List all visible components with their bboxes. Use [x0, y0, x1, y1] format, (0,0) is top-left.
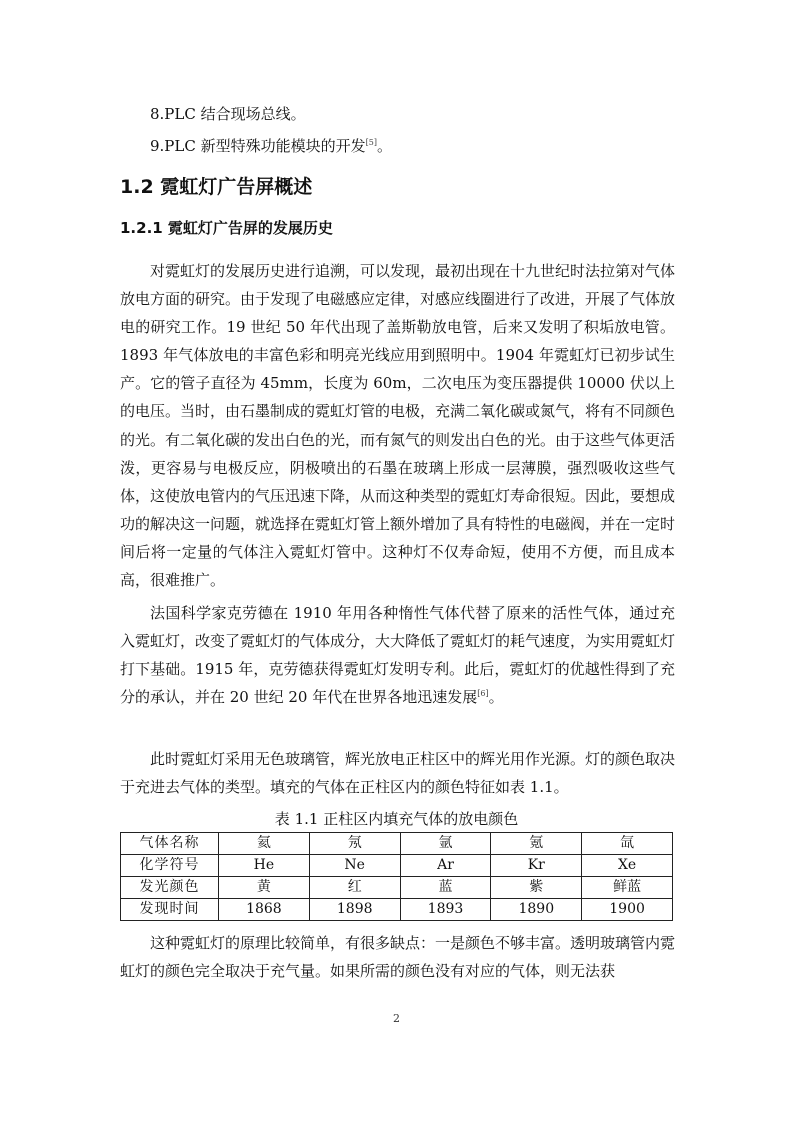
table-row [121, 833, 673, 855]
table-cell: 1898 [309, 899, 400, 921]
table-cell: 紫 [491, 877, 582, 899]
table-cell: 红 [309, 877, 400, 899]
list-item [150, 104, 306, 124]
table-cell: 氙 [582, 833, 673, 855]
table-row-header: 气体名称 [121, 833, 219, 855]
table-cell: 氩 [400, 833, 491, 855]
table-row [121, 877, 673, 899]
table-cell: 1890 [491, 899, 582, 921]
list-item-text: 8.PLC 结合现场总线。 [150, 105, 306, 123]
table-cell: 蓝 [400, 877, 491, 899]
table-caption: 表 1.1 正柱区内填充气体的放电颜色 [274, 810, 519, 828]
paragraph-drawbacks: 这种霓虹灯的原理比较简单，有很多缺点：一是颜色不够丰富。透明玻璃管内霓虹灯的颜色完全取决于充气量。如果所需的颜色没有对应的气体，则无法获 [120, 934, 676, 981]
table-cell: 1900 [582, 899, 673, 921]
table-cell: 1893 [400, 899, 491, 921]
table-cell: 1868 [219, 899, 310, 921]
paragraph-claude-suffix: 。 [488, 688, 504, 707]
list-item [150, 136, 392, 156]
table-cell: He [219, 855, 310, 877]
list-item-text: 9.PLC 新型特殊功能模块的开发 [150, 137, 366, 155]
citation-ref[interactable]: [6] [477, 689, 489, 699]
paragraph-claude-text: 法国科学家克劳德在 1910 年用各种惰性气体代替了原来的活性气体，通过充入霓虹灯，改变了霓虹灯的气体成分，大大降低了霓虹灯的耗气速度，为实用霓虹灯打下基础。1915 年，克劳德获得霓虹灯发明专利。此后，霓虹灯的优越性得到了充分的承认，并在 20 世纪 20 年代在世界各地迅速发展 [120, 604, 676, 707]
list-item-suffix: 。 [376, 137, 392, 155]
page-number: 2 [393, 1012, 400, 1025]
citation-ref[interactable]: [5] [365, 138, 377, 147]
paragraph-claude [120, 599, 675, 711]
table-cell: Kr [491, 855, 582, 877]
table-cell: 氦 [219, 833, 310, 855]
table-cell: 鲜蓝 [582, 877, 673, 899]
table-row-header: 化学符号 [121, 855, 219, 877]
table-cell: Xe [582, 855, 673, 877]
paragraph-glow: 此时霓虹灯采用无色玻璃管，辉光放电正柱区中的辉光用作光源。灯的颜色取决于充进去气体的类型。填充的气体在正柱区内的颜色特征如表 1.1。 [120, 750, 676, 797]
gas-color-table [120, 832, 673, 921]
table-cell: 黄 [219, 877, 310, 899]
table-cell: 氪 [491, 833, 582, 855]
section-heading: 1.2 霓虹灯广告屏概述 [120, 176, 313, 198]
paragraph-history: 对霓虹灯的发展历史进行追溯，可以发现，最初出现在十九世纪时法拉第对气体放电方面的研究。由于发现了电磁感应定律，对感应线圈进行了改进，开展了气体放电的研究工作。19 世纪 50 年代出现了盖斯勒放电管，后来又发明了积垢放电管。1893 年气体放电的丰富色彩和明亮光线应用到照明中。1904 年霓虹灯已初步试生产。它的管子直径为 45mm，长度为 60m，二次电压为变压器提供 10000 伏以上的电压。当时，由石墨制成的霓虹灯管的电极，充满二氧化碳或氮气，将有不同颜色的光。有二氧化碳的发出白色的光，而有氮气的则发出白色的光。由于这些气体更活泼，更容易与电极反应，阴极喷出的石墨在玻璃上形成一层薄膜，强烈吸收这些气体，这使放电管内的气压迅速下降，从而这种类型的霓虹灯寿命很短。因此，要想成功的解决这一问题，就选择在霓虹灯管上额外增加了具有特性的电磁阀，并在一定时间后将一定量的气体注入霓虹灯管中。这种灯不仅寿命短，使用不方便，而且成本高，很难推广。 [120, 262, 676, 590]
table-cell: Ar [400, 855, 491, 877]
table-row [121, 855, 673, 877]
table-cell: Ne [309, 855, 400, 877]
subsection-heading: 1.2.1 霓虹灯广告屏的发展历史 [120, 219, 333, 237]
table-row [121, 899, 673, 921]
table-cell: 氖 [309, 833, 400, 855]
table-row-header: 发现时间 [121, 899, 219, 921]
table-row-header: 发光颜色 [121, 877, 219, 899]
